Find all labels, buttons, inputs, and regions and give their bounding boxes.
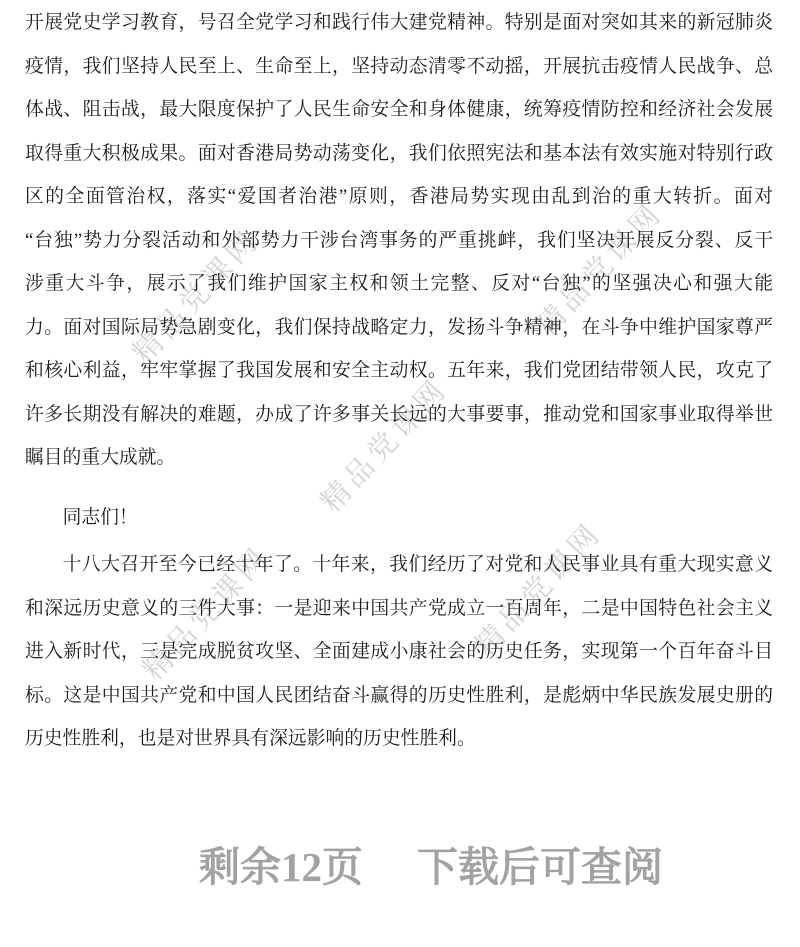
text-line: 和核心利益，牢牢掌握了我国发展和安全主动权。五年来，我们党团结带领人民，攻克了 — [25, 360, 773, 381]
text-line: 十八大召开至今已经十年了。十年来，我们经历了对党和人民事业具有重大现实意义 — [62, 554, 773, 575]
paragraph — [25, 543, 773, 761]
text-line: 瞩目的重大成就。 — [25, 447, 176, 468]
watermark-text: 精品党课网 — [530, 196, 670, 343]
download-hint-text: 下载后可查阅 — [417, 844, 663, 890]
text-line: 力。面对国际局势急剧变化，我们保持战略定力，发扬斗争精神，在斗争中维护国家尊严 — [25, 316, 773, 338]
text-line: “台独”势力分裂活动和外部势力干涉台湾事务的严重挑衅，我们坚决开展反分裂、反干 — [25, 229, 773, 251]
watermark-text: 精品党课网 — [127, 223, 267, 370]
watermark-text: 精品党课网 — [469, 516, 609, 663]
document-body — [25, 1, 773, 761]
watermark-text: 精品党课网 — [137, 540, 277, 687]
download-notice — [199, 845, 663, 890]
text-line: 同志们！ — [62, 506, 138, 528]
text-line: 取得重大积极成果。面对香港局势动荡变化，我们依照宪法和基本法有效实施对特别行政 — [25, 142, 773, 164]
text-line: 许多长期没有解决的难题，办成了许多事关长远的大事要事，推动党和国家事业取得举世 — [25, 403, 773, 425]
text-line: 标。这是中国共产党和中国人民团结奋斗赢得的历史性胜利，是彪炳中华民族发展史册的 — [25, 684, 773, 706]
paragraph — [25, 1, 773, 480]
text-line: 和深远历史意义的三件大事：一是迎来中国共产党成立一百周年，二是中国特色社会主义 — [25, 597, 773, 619]
text-line: 进入新时代，三是完成脱贫攻坚、全面建成小康社会的历史任务，实现第一个百年奋斗目 — [25, 641, 773, 662]
text-line: 区的全面管治权，落实“爱国者治港”原则，香港局势实现由乱到治的重大转折。面对 — [25, 186, 773, 207]
text-line: 开展党史学习教育，号召全党学习和践行伟大建党精神。特别是面对突如其来的新冠肺炎 — [25, 12, 773, 33]
text-line: 涉重大斗争，展示了我们维护国家主权和领土完整、反对“台独”的坚强决心和强大能 — [25, 273, 773, 294]
paragraph — [25, 496, 773, 540]
watermark-text: 精品党课网 — [315, 372, 455, 519]
text-line: 疫情，我们坚持人民至上、生命至上，坚持动态清零不动摇，开展抗击疫情人民战争、总 — [25, 55, 773, 77]
pages-remaining-text: 剩余12页 — [199, 844, 363, 890]
text-line: 历史性胜利，也是对世界具有深远影响的历史性胜利。 — [25, 728, 476, 749]
text-line: 体战、阻击战，最大限度保护了人民生命安全和身体健康，统筹疫情防控和经济社会发展 — [25, 99, 773, 120]
